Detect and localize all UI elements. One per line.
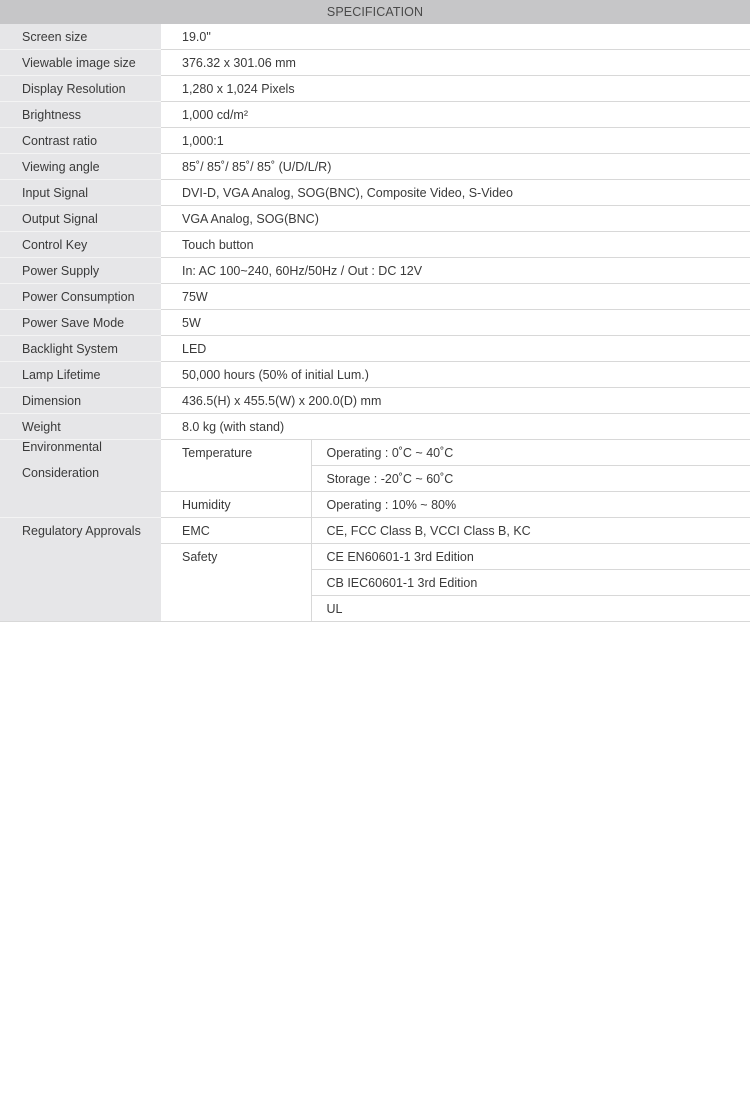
safety-label: Safety xyxy=(161,544,311,622)
spec-value: 85˚/ 85˚/ 85˚/ 85˚ (U/D/L/R) xyxy=(161,154,750,180)
spec-value: In: AC 100~240, 60Hz/50Hz / Out : DC 12V xyxy=(161,258,750,284)
spec-label: Power Save Mode xyxy=(0,310,161,336)
spec-label: Display Resolution xyxy=(0,76,161,102)
spec-value: LED xyxy=(161,336,750,362)
table-row xyxy=(0,232,750,258)
humidity-operating: Operating : 10% ~ 80% xyxy=(311,492,750,518)
emc-label: EMC xyxy=(161,518,311,544)
table-row-regulatory xyxy=(0,518,750,544)
spec-label: Control Key xyxy=(0,232,161,258)
spec-label: Backlight System xyxy=(0,336,161,362)
table-row xyxy=(0,24,750,50)
table-row xyxy=(0,388,750,414)
temperature-operating: Operating : 0˚C ~ 40˚C xyxy=(311,440,750,466)
spec-value: 376.32 x 301.06 mm xyxy=(161,50,750,76)
safety-value: CB IEC60601-1 3rd Edition xyxy=(311,570,750,596)
spec-label: Power Consumption xyxy=(0,284,161,310)
table-row xyxy=(0,180,750,206)
spec-value: 8.0 kg (with stand) xyxy=(161,414,750,440)
spec-label: Power Supply xyxy=(0,258,161,284)
table-row xyxy=(0,336,750,362)
spec-value: 19.0" xyxy=(161,24,750,50)
spec-label: Contrast ratio xyxy=(0,128,161,154)
table-row xyxy=(0,206,750,232)
spec-label: Viewable image size xyxy=(0,50,161,76)
table-row xyxy=(0,154,750,180)
temperature-storage: Storage : -20˚C ~ 60˚C xyxy=(311,466,750,492)
regulatory-label: Regulatory Approvals xyxy=(0,518,161,622)
spec-value: Touch button xyxy=(161,232,750,258)
spec-value: VGA Analog, SOG(BNC) xyxy=(161,206,750,232)
spec-label: Brightness xyxy=(0,102,161,128)
spec-value: 50,000 hours (50% of initial Lum.) xyxy=(161,362,750,388)
table-row xyxy=(0,50,750,76)
specification-header: SPECIFICATION xyxy=(0,0,750,24)
emc-value: CE, FCC Class B, VCCI Class B, KC xyxy=(311,518,750,544)
temperature-label: Temperature xyxy=(161,440,311,492)
table-row xyxy=(0,414,750,440)
table-row xyxy=(0,362,750,388)
spec-label: Screen size xyxy=(0,24,161,50)
spec-label: Input Signal xyxy=(0,180,161,206)
spec-label: Weight xyxy=(0,414,161,440)
table-row-environmental xyxy=(0,440,750,466)
table-row xyxy=(0,76,750,102)
spec-label: Output Signal xyxy=(0,206,161,232)
humidity-label: Humidity xyxy=(161,492,311,518)
table-header-row xyxy=(0,0,750,24)
spec-value: 1,280 x 1,024 Pixels xyxy=(161,76,750,102)
spec-label: Dimension xyxy=(0,388,161,414)
spec-value: DVI-D, VGA Analog, SOG(BNC), Composite Video, S-Video xyxy=(161,180,750,206)
safety-value: CE EN60601-1 3rd Edition xyxy=(311,544,750,570)
spec-label: Lamp Lifetime xyxy=(0,362,161,388)
table-row xyxy=(0,310,750,336)
spec-label: Viewing angle xyxy=(0,154,161,180)
spec-value: 1,000:1 xyxy=(161,128,750,154)
safety-value: UL xyxy=(311,596,750,622)
environmental-label-line2: Consideration xyxy=(22,466,100,480)
spec-value: 5W xyxy=(161,310,750,336)
spec-value: 75W xyxy=(161,284,750,310)
table-row xyxy=(0,258,750,284)
environmental-label-line1: Environmental xyxy=(22,440,102,454)
spec-value: 436.5(H) x 455.5(W) x 200.0(D) mm xyxy=(161,388,750,414)
table-row xyxy=(0,102,750,128)
spec-value: 1,000 cd/m² xyxy=(161,102,750,128)
table-row xyxy=(0,128,750,154)
environmental-label xyxy=(0,440,161,518)
table-row xyxy=(0,284,750,310)
